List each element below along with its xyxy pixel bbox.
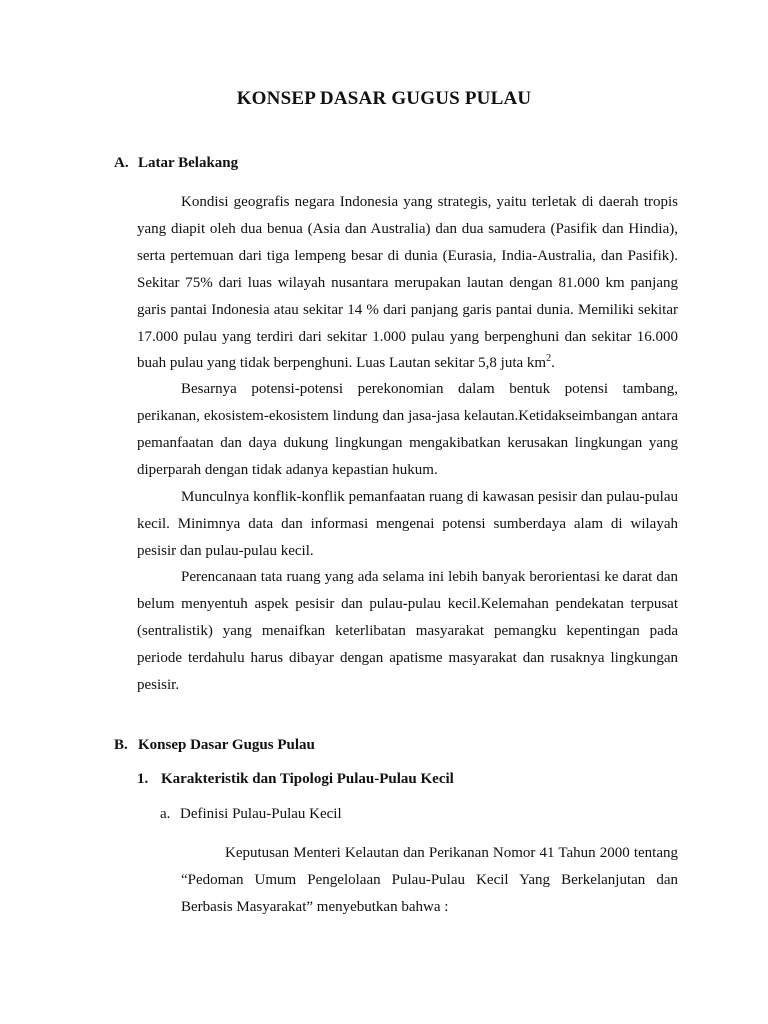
subsection-a-heading bbox=[160, 806, 342, 823]
subsection-1-heading bbox=[137, 771, 454, 788]
paragraph-4: Perencanaan tata ruang yang ada selama ini lebih banyak berorientasi ke darat dan belum menyentuh aspek pesisir dan pulau-pulau kecil.Kelemahan pendekatan terpusat (sentralistik) yang menaifkan keterlibatan masyarakat pemangku kepentingan pada periode terdahulu harus dibayar dengan apatisme masyarakat dan rusaknya lingkungan pesisir. bbox=[137, 569, 678, 693]
paragraph-3: Munculnya konflik-konflik pemanfaatan ruang di kawasan pesisir dan pulau-pulau kecil. Minimnya data dan informasi mengenai potensi sumberdaya alam di wilayah pesisir dan pulau-pulau kecil. bbox=[137, 489, 678, 559]
section-a-title: Latar Belakang bbox=[138, 155, 239, 171]
paragraph-1 bbox=[137, 189, 678, 377]
section-a-heading bbox=[114, 155, 238, 172]
paragraph-1-text: Kondisi geografis negara Indonesia yang strategis, yaitu terletak di daerah tropis yang diapit oleh dua benua (Asia dan Australia) dan dua samudera (Pasifik dan Hindia), serta pertemuan dari tiga lempeng besar di dunia (Eurasia, India-Australia, dan Pasifik). Sekitar 75% dari luas wilayah nusantara merupakan lautan dengan 81.000 km panjang garis pantai Indonesia atau sekitar 14 % dari panjang garis pantai dunia. Memiliki sekitar 17.000 pulau yang terdiri dari sekitar 1.000 pulau yang berpenghuni dan sekitar 16.000 buah pulau yang tidak berpenghuni. Luas Lautan sekitar 5,8 juta km bbox=[137, 194, 678, 372]
section-b-heading bbox=[114, 737, 315, 754]
subsection-1-title: Karakteristik dan Tipologi Pulau-Pulau Kecil bbox=[161, 771, 454, 787]
section-a-marker: A. bbox=[114, 155, 129, 171]
subsection-a-marker: a. bbox=[160, 806, 171, 822]
subsection-1-marker: 1. bbox=[137, 771, 149, 787]
section-b-title: Konsep Dasar Gugus Pulau bbox=[138, 737, 315, 753]
subsection-a-title: Definisi Pulau-Pulau Kecil bbox=[180, 806, 342, 822]
paragraph-2: Besarnya potensi-potensi perekonomian dalam bentuk potensi tambang, perikanan, ekosistem-ekosistem lindung dan jasa-jasa kelautan.Ketidakseimbangan antara pemanfaatan dan daya dukung lingkungan mengakibatkan kerusakan lingkungan yang diperparah dengan tidak adanya kepastian hukum. bbox=[137, 381, 678, 478]
definition-paragraph: Keputusan Menteri Kelautan dan Perikanan Nomor 41 Tahun 2000 tentang “Pedoman Umum Pengelolaan Pulau-Pulau Kecil Yang Berkelanjutan dan Berbasis Masyarakat” menyebutkan bahwa : bbox=[181, 845, 678, 915]
paragraph-1-superscript: 2 bbox=[546, 353, 552, 365]
section-b-marker: B. bbox=[114, 737, 128, 753]
paragraph-1-end: . bbox=[551, 355, 555, 372]
page-title: KONSEP DASAR GUGUS PULAU bbox=[236, 88, 532, 109]
